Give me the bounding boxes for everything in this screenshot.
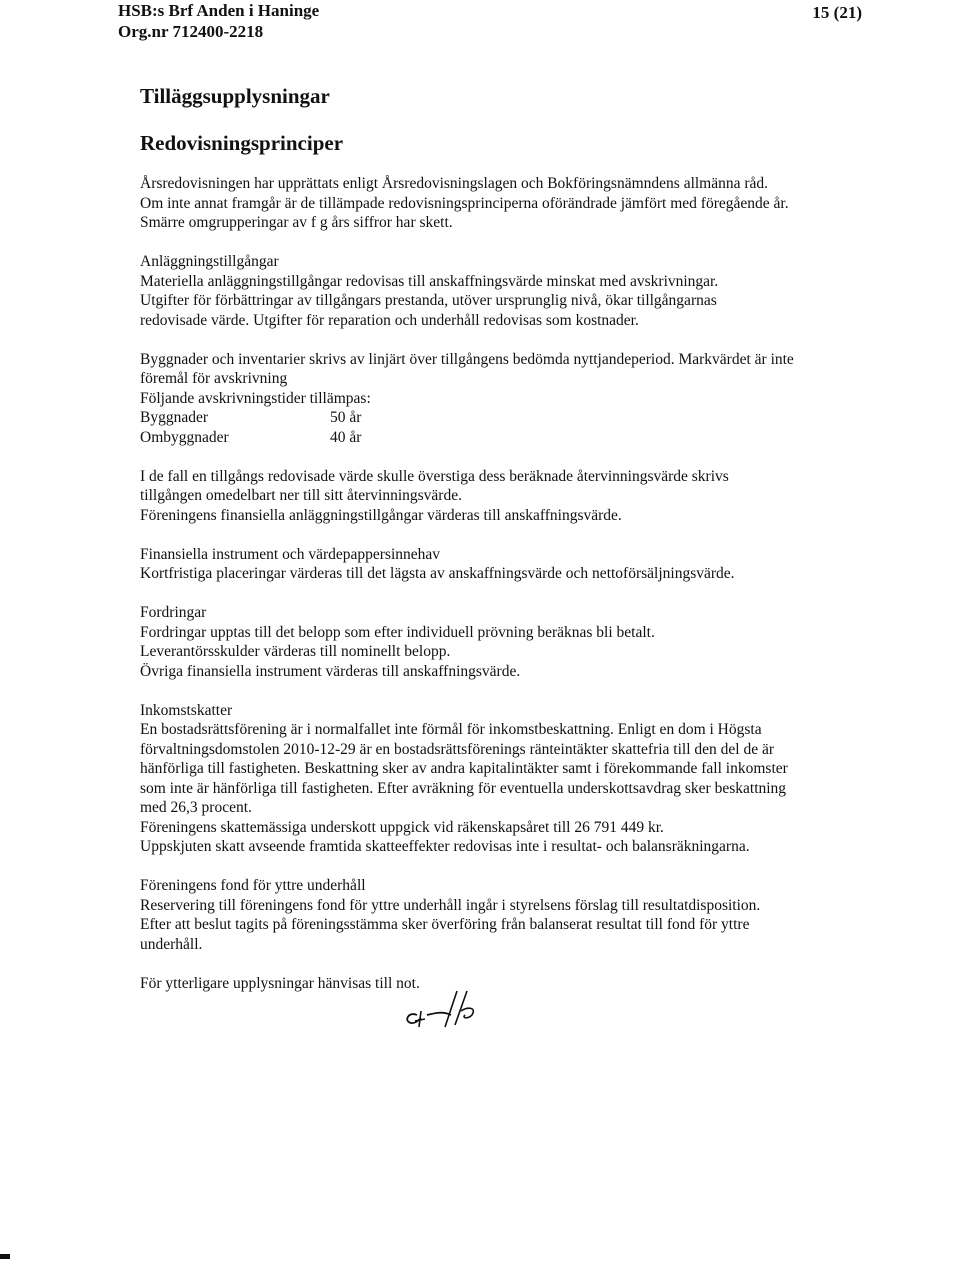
text-line: föremål för avskrivning [140,370,288,387]
text-line: Följande avskrivningstider tillämpas: [140,389,371,407]
text-line: Föreningens finansiella anläggningstillgångar värderas till anskaffningsvärde. [140,506,622,524]
depreciation-label: Ombyggnader [140,428,229,446]
subheading: Fordringar [140,604,207,621]
text-line: med 26,3 procent. [140,799,252,816]
depreciation-value: 50 år [330,409,362,426]
text-line: förvaltningsdomstolen 2010-12-29 är en bostadsrättsförenings ränteintäkter skattefria till den del de är [140,740,775,758]
document-header [118,0,319,42]
text-line: Kortfristiga placeringar värderas till det lägsta av anskaffningsvärde och nettoförsäljningsvärde. [140,565,735,582]
depreciation-value: 40 år [330,428,362,446]
text-line: Uppskjuten skatt avseende framtida skatteeffekter redovisas inte i resultat- och balansräkningarna. [140,838,750,855]
scan-edge-mark [0,1254,10,1259]
subheading: Finansiella instrument och värdepappersinnehav [140,545,441,563]
text-line: Byggnader och inventarier skrivs av linjärt över tillgångens bedömda nyttjandeperiod. Markvärdet är inte [140,350,794,368]
text-line: Efter att beslut tagits på föreningsstämma sker överföring från balanserat resultat till fond för yttre [140,916,750,933]
text-line: Övriga finansiella instrument värderas till anskaffningsvärde. [140,662,521,680]
text-line: tillgången omedelbart ner till sitt återvinningsvärde. [140,487,462,504]
text-line: Materiella anläggningstillgångar redovisas till anskaffningsvärde minskat med avskrivningar. [140,272,719,290]
depreciation-row [140,428,880,448]
text-line: Föreningens skattemässiga underskott uppgick vid räkenskapsåret till 26 791 449 kr. [140,818,664,836]
signature-initials-icon [395,985,485,1035]
text-line: som inte är hänförliga till fastigheten. Efter avräkning för eventuella underskottsavdrag sker beskattning [140,779,787,797]
document-body [140,174,880,993]
text-line: underhåll. [140,935,203,953]
section-title: Redovisningsprinciper [140,131,344,155]
text-line: I de fall en tillgångs redovisade värde skulle överstiga dess beräknade återvinningsvärde skrivs [140,467,729,485]
subheading: Anläggningstillgångar [140,253,279,270]
text-line: Smärre omgrupperingar av f g års siffror har skett. [140,214,453,231]
page-number: 15 (21) [812,3,862,22]
page-title: Tilläggsupplysningar [140,84,330,108]
depreciation-row [140,408,880,428]
closing-note: För ytterligare upplysningar hänvisas till not. [140,974,420,992]
text-line: hänförliga till fastigheten. Beskattning sker av andra kapitalintäkter samt i förekommande fall inkomster [140,760,788,777]
depreciation-label: Byggnader [140,409,209,426]
text-line: Leverantörsskulder värderas till nominellt belopp. [140,643,451,660]
text-line: En bostadsrättsförening är i normalfallet inte förmål för inkomstbeskattning. Enligt en dom i Högsta [140,721,762,738]
organization-number: Org.nr 712400-2218 [118,22,264,41]
text-line: Fordringar upptas till det belopp som efter individuell prövning beräknas bli betalt. [140,623,655,641]
text-line: Reservering till föreningens fond för yttre underhåll ingår i styrelsens förslag till resultatdisposition. [140,896,761,914]
subheading: Föreningens fond för yttre underhåll [140,877,366,894]
text-line: redovisade värde. Utgifter för reparation och underhåll redovisas som kostnader. [140,311,639,329]
subheading: Inkomstskatter [140,701,233,719]
text-line: Årsredovisningen har upprättats enligt Årsredovisningslagen och Bokföringsnämndens allmänna råd. [140,175,769,192]
text-line: Utgifter för förbättringar av tillgångars prestanda, utöver ursprunglig nivå, ökar tillgångarnas [140,292,717,309]
organization-name: HSB:s Brf Anden i Haninge [118,1,320,20]
text-line: Om inte annat framgår är de tillämpade redovisningsprinciperna oförändrade jämfört med föregående år. [140,194,789,212]
